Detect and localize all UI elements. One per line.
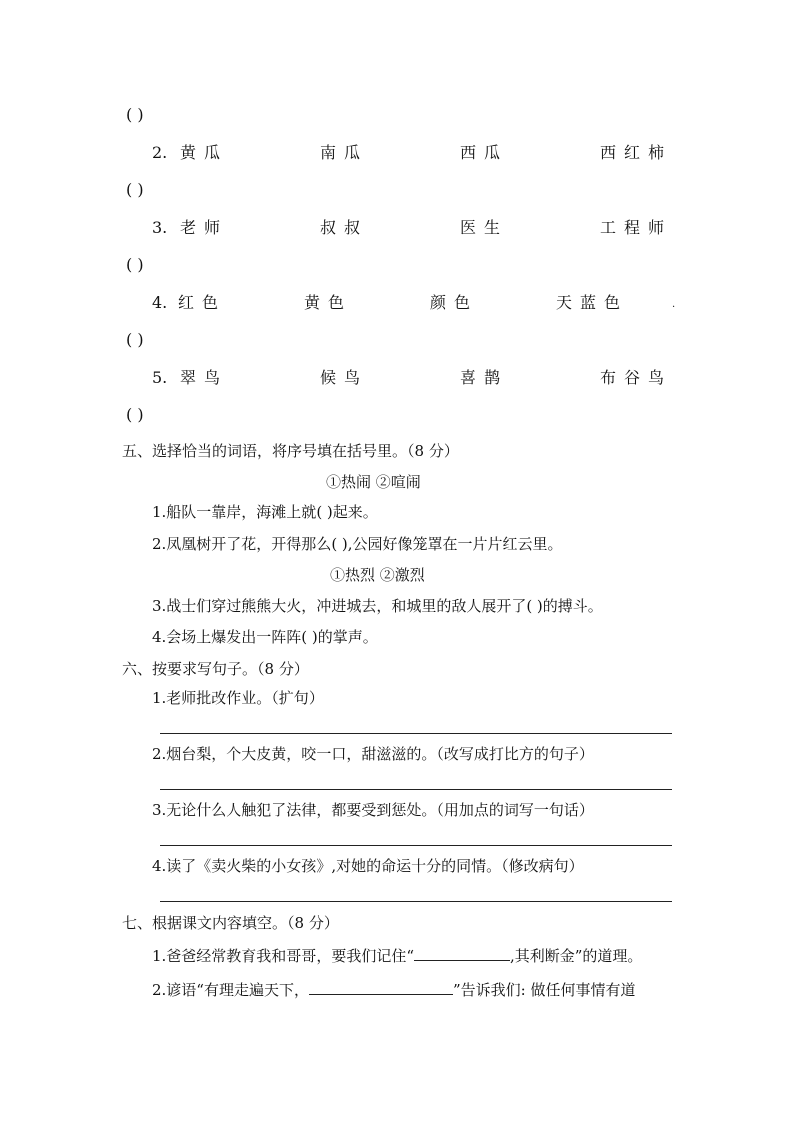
answer-line-4[interactable] (160, 901, 672, 902)
row-number: 4. (152, 293, 168, 312)
word-item: 西瓜 (460, 143, 509, 162)
stray-dot: . (672, 299, 676, 310)
question-5-2: 2.凤凰树开了花，开得那么( ),公园好像笼罩在一片片红云里。 (152, 535, 563, 553)
answer-paren-1[interactable]: ( ) (126, 105, 144, 124)
word-item: 医生 (460, 218, 509, 237)
word-item: 西红柿 (600, 143, 673, 162)
word-item: 候鸟 (320, 368, 369, 387)
options-row-1: ①热闹 ②喧闹 (326, 473, 421, 491)
answer-paren-5[interactable]: ( ) (126, 405, 144, 424)
word-item: 布谷鸟 (600, 368, 673, 387)
section-6-heading: 六、按要求写句子。（8 分） (122, 660, 309, 678)
fill-blank-1[interactable] (414, 946, 510, 961)
answer-line-2[interactable] (160, 789, 672, 790)
word-item: 黄色 (304, 293, 353, 312)
question-7-1 (152, 946, 642, 966)
answer-paren-4[interactable]: ( ) (126, 330, 144, 349)
answer-paren-3[interactable]: ( ) (126, 255, 144, 274)
question-7-2-prefix: 2.谚语“有理走遍天下， (152, 981, 309, 999)
word-item: 红色 (178, 293, 227, 312)
section-7-heading: 七、根据课文内容填空。（8 分） (122, 914, 339, 932)
row-number: 2. (152, 143, 168, 162)
question-5-1: 1.船队一靠岸，海滩上就( )起来。 (152, 503, 378, 521)
question-5-4: 4.会场上爆发出一阵阵( )的掌声。 (152, 628, 378, 646)
question-6-2: 2.烟台梨，个大皮黄，咬一口，甜滋滋的。（改写成打比方的句子） (152, 745, 594, 763)
word-item: 天蓝色 (556, 293, 629, 312)
section-5-heading: 五、选择恰当的词语，将序号填在括号里。（8 分） (122, 442, 459, 460)
question-7-2-suffix: ”告诉我们: 做任何事情有道 (452, 981, 636, 999)
word-item: 南瓜 (320, 143, 369, 162)
question-5-3: 3.战士们穿过熊熊大火，冲进城去，和城里的敌人展开了( )的搏斗。 (152, 597, 603, 615)
question-7-1-suffix: ,其利断金”的道理。 (509, 947, 643, 965)
word-item: 叔叔 (320, 218, 369, 237)
answer-line-1[interactable] (160, 733, 672, 734)
word-item: 黄瓜 (180, 143, 229, 162)
word-item: 老师 (180, 218, 229, 237)
question-6-4: 4.读了《卖火柴的小女孩》,对她的命运十分的同情。（修改病句） (152, 857, 584, 875)
question-7-2 (152, 980, 635, 1000)
options-row-2: ①热烈 ②激烈 (330, 566, 425, 584)
question-7-1-prefix: 1.爸爸经常教育我和哥哥，要我们记住“ (152, 947, 414, 965)
word-item: 喜鹊 (460, 368, 509, 387)
answer-paren-2[interactable]: ( ) (126, 180, 144, 199)
fill-blank-2[interactable] (309, 980, 453, 995)
row-number: 5. (152, 368, 168, 387)
word-item: 颜色 (430, 293, 479, 312)
row-number: 3. (152, 218, 168, 237)
question-6-1: 1.老师批改作业。（扩句） (152, 689, 324, 707)
answer-line-3[interactable] (160, 845, 672, 846)
question-6-3: 3.无论什么人触犯了法律，都要受到惩处。（用加点的词写一句话） (152, 801, 594, 819)
word-item: 翠鸟 (180, 368, 229, 387)
word-item: 工程师 (600, 218, 673, 237)
